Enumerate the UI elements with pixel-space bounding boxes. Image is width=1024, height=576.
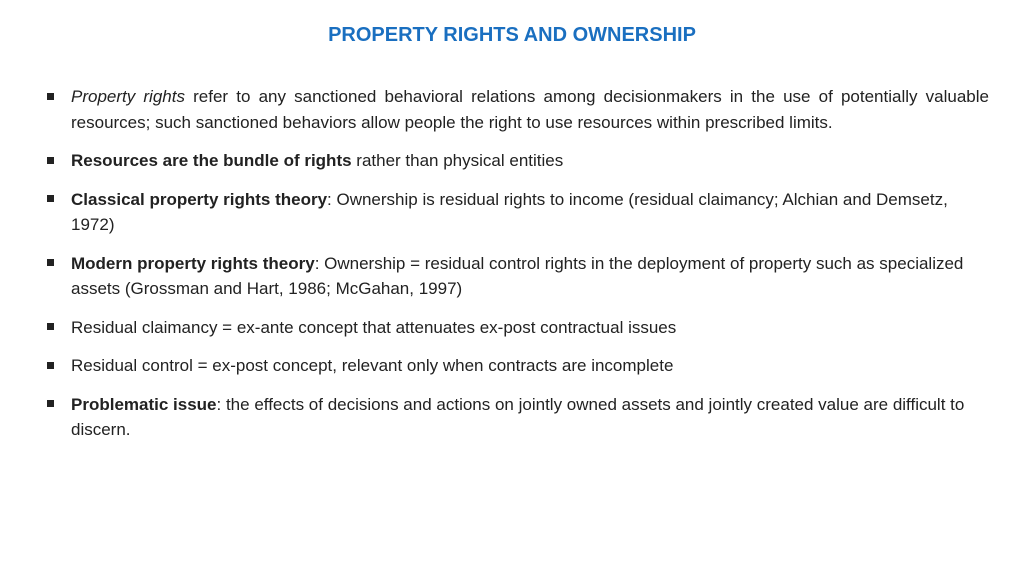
bullet-item-property-rights	[47, 84, 989, 135]
square-bullet-icon	[47, 362, 54, 369]
slide-title: PROPERTY RIGHTS AND OWNERSHIP	[328, 24, 696, 46]
bullet-item-resources	[47, 148, 989, 174]
bullet-item-residual-control	[47, 353, 989, 379]
bullet-lead: Modern property rights theory	[71, 253, 315, 273]
square-bullet-icon	[47, 259, 54, 266]
bullet-lead: Property rights	[71, 87, 185, 106]
square-bullet-icon	[47, 323, 54, 330]
bullet-list	[47, 84, 989, 456]
bullet-text: Residual claimancy = ex-ante concept that attenuates ex-post contractual issues	[71, 317, 677, 337]
bullet-item-modern-theory	[47, 251, 989, 302]
bullet-text: : Ownership = residual control rights in the deployment of property such as specialized assets (Grossman and Hart, 1986; McGahan, 1997)	[71, 253, 964, 298]
bullet-text: Residual control = ex-post concept, relevant only when contracts are incomplete	[71, 356, 674, 375]
bullet-lead: Resources are the bundle of rights	[71, 151, 352, 170]
bullet-text: rather than physical entities	[351, 151, 564, 170]
bullet-text: : Ownership is residual rights to income (residual claimancy; Alchian and Demsetz, 1972)	[71, 189, 948, 234]
bullet-item-classical-theory	[47, 187, 989, 238]
square-bullet-icon	[47, 93, 54, 100]
square-bullet-icon	[47, 157, 54, 164]
square-bullet-icon	[47, 400, 54, 407]
bullet-text: : the effects of decisions and actions on jointly owned assets and jointly created value are difficult to discern.	[71, 394, 965, 439]
bullet-item-problematic-issue	[47, 392, 989, 443]
square-bullet-icon	[47, 195, 54, 202]
bullet-lead: Problematic issue	[71, 394, 217, 414]
bullet-text: refer to any sanctioned behavioral relations among decisionmakers in the use of potentially valuable resources; such sanctioned behaviors allow people the right to use resources within prescribed limits.	[71, 87, 989, 132]
bullet-item-residual-claimancy	[47, 315, 989, 341]
bullet-lead: Classical property rights theory	[71, 189, 328, 209]
